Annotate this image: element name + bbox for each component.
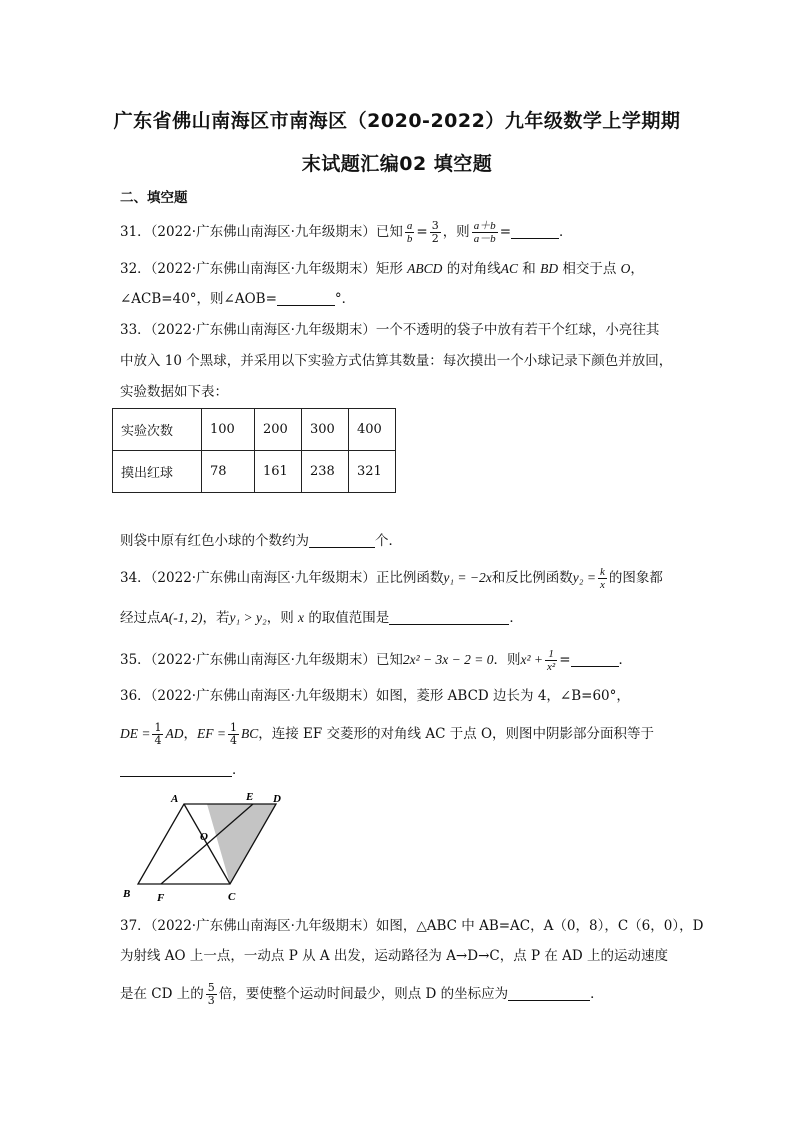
table-cell: 321 [349, 451, 396, 493]
q36-fraction-1-4-b: $\frac{1}{4}$ [229, 721, 237, 747]
table-row [113, 451, 396, 493]
q32-end: °． [334, 291, 356, 307]
q34-answer-blank[interactable] [389, 609, 509, 625]
table-cell: 78 [202, 451, 255, 493]
q35-fraction: $\frac{1}{\text{x²}}$ [547, 648, 556, 673]
table-cell: 161 [255, 451, 302, 493]
q32-bd: BD [540, 261, 559, 276]
q32-text-b: 的对角线 [446, 261, 501, 277]
q35-prefix: 35．（2022·广东佛山南海区·九年级期末）已知 [120, 652, 403, 668]
q33-answer-text: 则袋中原有红色小球的个数约为 [120, 533, 309, 549]
experiment-table [112, 408, 396, 493]
q31-fraction-a-over-b: $\frac{a}{b}$ [406, 220, 413, 245]
table-row [113, 409, 396, 451]
q32-text-line2: ∠ACB=40°，则∠AOB= [120, 291, 277, 307]
q35-end: ． [618, 652, 633, 668]
table-cell: 300 [302, 409, 349, 451]
question-36-line-3 [120, 760, 246, 780]
q32-text-d: 相交于点 [562, 261, 617, 277]
q36-fraction-1-4-a: $\frac{1}{4}$ [154, 721, 162, 747]
q32-o: O [620, 261, 631, 276]
question-32-line-1 [120, 259, 644, 279]
question-36-line-2 [120, 722, 654, 747]
q36-ef: EF = [196, 726, 226, 741]
label-e: E [246, 791, 254, 803]
q31-equals-2: = [499, 224, 511, 240]
question-33-answer-line [120, 531, 402, 551]
q34-text-d: 经过点 [120, 610, 161, 626]
q35-expr: x² + [520, 652, 544, 667]
question-33-line-1: 33．（2022·广东佛山南海区·九年级期末）一个不透明的袋子中放有若干个红球，小亮往其 [120, 322, 660, 338]
q32-abcd: ABCD [407, 261, 443, 276]
q31-equals: = [416, 224, 428, 240]
q34-text-f: ，则 [266, 610, 294, 626]
table-cell: 400 [349, 409, 396, 451]
q31-fraction-3-over-2: $\frac{3}{2}$ [431, 219, 439, 245]
question-34-line-2 [120, 608, 523, 628]
q36-end: ． [232, 762, 246, 778]
q37-text-a: 是在 CD 上的 [120, 986, 204, 1002]
page-title-line-1: 广东省佛山南海区市南海区（2020-2022）九年级数学上学期期 [113, 110, 681, 132]
q34-y2: y₂ = [572, 570, 596, 585]
q33-answer-blank[interactable] [309, 532, 375, 548]
q31-answer-blank[interactable] [511, 223, 559, 239]
label-d: D [273, 793, 281, 805]
q34-point: A(-1, 2) [160, 610, 203, 625]
q34-x: x [298, 610, 305, 625]
q34-text-b: 和反比例函数 [491, 570, 573, 586]
q34-end: ． [509, 610, 523, 626]
question-36-line-1: 36．（2022·广东佛山南海区·九年级期末）如图，菱形 ABCD 边长为 4，∠B=60°， [120, 688, 630, 704]
q36-bc: BC [240, 726, 259, 741]
q32-answer-blank[interactable] [277, 290, 335, 306]
rhombus-figure [115, 788, 295, 908]
label-b: B [123, 888, 131, 900]
q36-answer-blank[interactable] [120, 761, 232, 777]
q35-equals: = [559, 652, 571, 668]
label-c: C [228, 891, 236, 903]
q31-end: ． [559, 224, 573, 240]
q36-de: DE = [120, 726, 151, 741]
q35-then: ．则 [493, 652, 521, 668]
question-32-line-2 [120, 289, 355, 309]
label-o: O [200, 831, 208, 843]
q31-prefix: 31．（2022·广东佛山南海区·九年级期末）已知 [120, 224, 403, 240]
q36-comma: ， [183, 726, 197, 742]
shaded-region [207, 804, 276, 884]
q34-text-a: 34．（2022·广东佛山南海区·九年级期末）正比例函数 [120, 570, 444, 586]
q34-condition: y₁ > y₂ [229, 610, 267, 625]
q37-end: ． [590, 986, 604, 1002]
q35-answer-blank[interactable] [571, 651, 619, 667]
table-cell: 238 [302, 451, 349, 493]
q37-text-b: 倍，要使整个运动时间最少，则点 D 的坐标应为 [218, 986, 509, 1002]
q34-fraction-k-over-x: $\frac{k}{x}$ [599, 566, 605, 591]
table-cell: 100 [202, 409, 255, 451]
label-f: F [157, 892, 165, 904]
table-cell: 200 [255, 409, 302, 451]
question-37-line-1: 37．（2022·广东佛山南海区·九年级期末）如图，△ABC 中 AB=AC，A（0，8），C（6，0），D [120, 918, 704, 934]
q34-text-g: 的取值范围是 [308, 610, 390, 626]
q32-text-a: 32．（2022·广东佛山南海区·九年级期末）矩形 [120, 261, 403, 277]
q32-text-e: ， [630, 261, 644, 277]
q31-then: ，则 [442, 224, 470, 240]
question-37-line-3 [120, 982, 604, 1007]
question-31 [120, 220, 573, 245]
table-cell: 摸出红球 [113, 451, 202, 493]
q32-text-c: 和 [522, 261, 536, 277]
q36-ad: AD [165, 726, 184, 741]
question-33-line-3: 实验数据如下表： [120, 384, 228, 400]
q37-fraction-5-3: $\frac{5}{3}$ [207, 981, 215, 1007]
question-37-line-2: 为射线 AO 上一点，一动点 P 从 A 出发，运动路径为 A→D→C，点 P 在 AD 上的运动速度 [120, 948, 669, 964]
question-35 [120, 648, 632, 673]
question-34-line-1 [120, 566, 663, 591]
q34-text-e: ，若 [202, 610, 230, 626]
q34-text-c: 的图象都 [608, 570, 663, 586]
section-heading: 二、填空题 [120, 190, 188, 206]
q36-text-rest: ，连接 EF 交菱形的对角线 AC 于点 O，则图中阴影部分面积等于 [258, 726, 655, 742]
q37-answer-blank[interactable] [508, 985, 590, 1001]
label-a: A [171, 793, 179, 805]
question-33-line-2: 中放入 10 个黑球，并采用以下实验方式估算其数量：每次摸出一个小球记录下颜色并放回， [120, 353, 673, 369]
q31-fraction-expression: $\frac{a+b}{a-b}$ [473, 220, 496, 245]
q33-end: 个． [375, 533, 402, 549]
page-title-line-2: 末试题汇编02 填空题 [301, 153, 493, 175]
q35-equation: 2x² − 3x − 2 = 0 [402, 652, 494, 667]
table-cell: 实验次数 [113, 409, 202, 451]
q32-ac: AC [500, 261, 518, 276]
q34-y1: y₁ = −2x [443, 570, 492, 585]
